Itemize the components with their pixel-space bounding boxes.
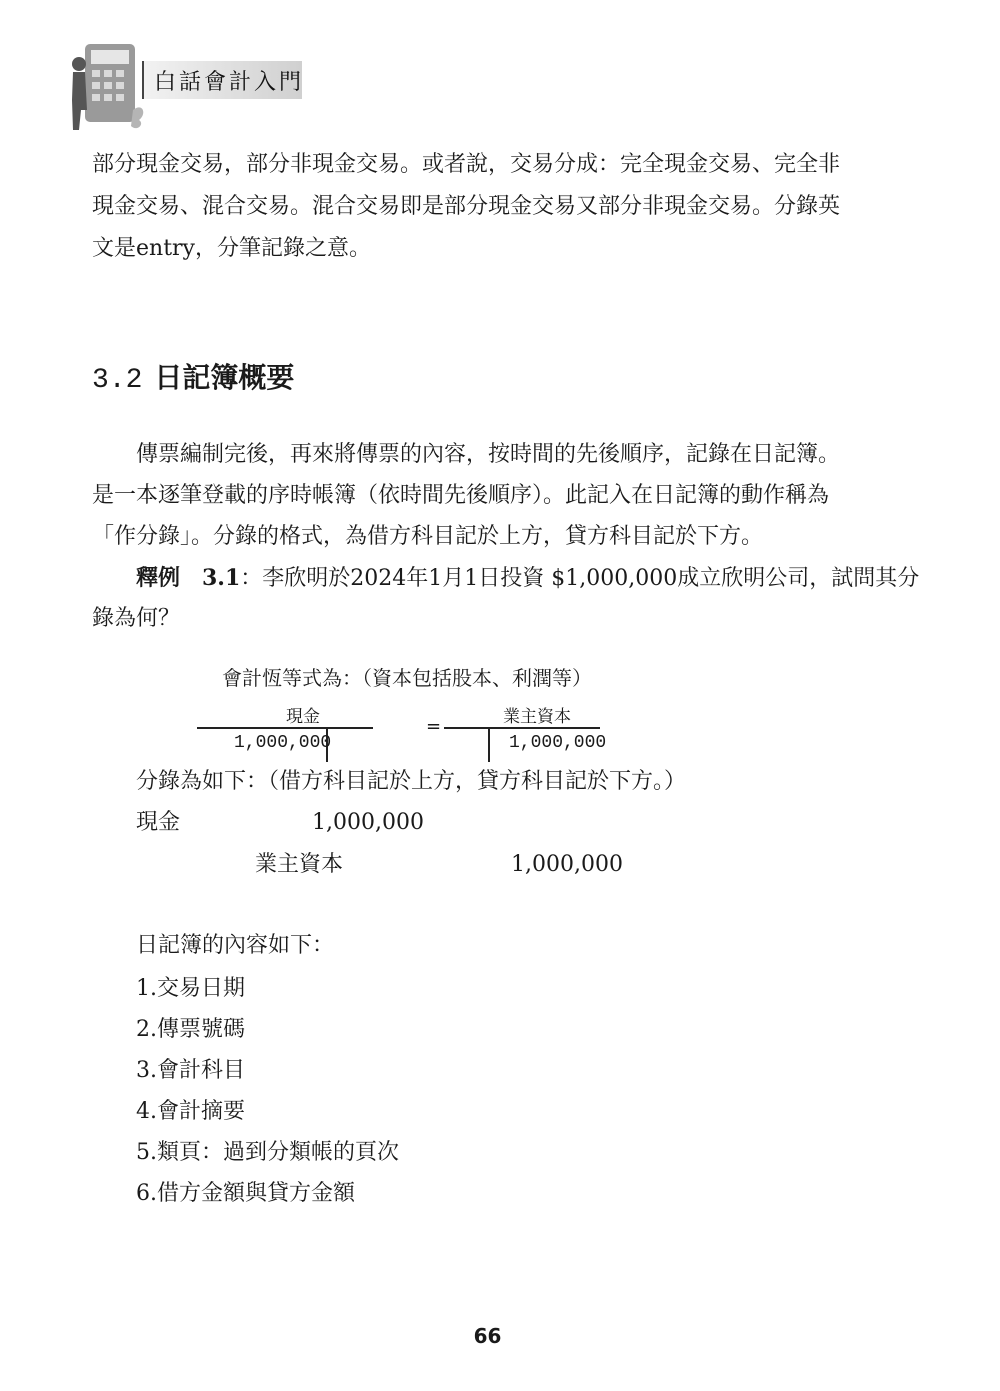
list-item: 3.會計科目 — [136, 1058, 245, 1083]
t-equals: = — [426, 716, 442, 737]
t-right-vline — [488, 728, 490, 762]
section-title: 日記簿概要 — [154, 361, 295, 394]
journal-heading: 日記簿的內容如下： — [136, 933, 335, 958]
t-left-amount: 1,000,000 — [234, 733, 332, 753]
example-line-2: 錄為何？ — [92, 606, 181, 631]
t-right-title: 業主資本 — [503, 707, 571, 727]
entry-intro: 分錄為如下：（借方科目記於上方，貸方科目記於下方。） — [136, 769, 687, 794]
entry-debit-amount: 1,000,000 — [312, 810, 424, 835]
list-item: 4.會計摘要 — [136, 1099, 245, 1124]
section-heading — [92, 356, 294, 396]
book-title: 白話會計入門 — [154, 70, 305, 95]
intro-line-2: 現金交易、混合交易。混合交易即是部分現金交易又部分非現金交易。分錄英 — [92, 194, 841, 219]
example-label: 釋例 3.1 — [136, 565, 241, 591]
calculator-illustration — [55, 40, 150, 135]
t-right-hline — [444, 727, 600, 729]
intro-line-3: 文是entry，分筆記錄之意。 — [92, 236, 371, 261]
para-line-1: 傳票編制完後，再來將傳票的內容，按時間的先後順序，記錄在日記簿。 — [136, 442, 841, 467]
list-item: 1.交易日期 — [136, 976, 245, 1001]
section-number: 3.2 — [92, 365, 143, 396]
list-item: 6.借方金額與貸方金額 — [136, 1181, 355, 1206]
para-line-3: 「作分錄」。分錄的格式，為借方科目記於上方，貸方科目記於下方。 — [92, 524, 764, 549]
entry-credit-amount: 1,000,000 — [511, 852, 623, 877]
t-left-title: 現金 — [286, 707, 320, 727]
t-right-amount: 1,000,000 — [509, 733, 607, 753]
t-account-caption: 會計恆等式為：（資本包括股本、利潤等） — [222, 666, 592, 690]
example-question: ：李欣明於2024年1月1日投資 $1,000,000成立欣明公司，試問其分 — [240, 566, 920, 591]
page-number: 66 — [473, 1324, 502, 1348]
entry-credit-account: 業主資本 — [255, 852, 344, 877]
t-left-hline — [197, 727, 373, 729]
list-item: 2.傳票號碼 — [136, 1017, 245, 1042]
header-banner — [142, 61, 305, 99]
list-item: 5.類頁：過到分類帳的頁次 — [136, 1140, 399, 1165]
entry-debit-account: 現金 — [136, 810, 181, 835]
para-line-2: 是一本逐筆登載的序時帳簿（依時間先後順序）。此記入在日記簿的動作稱為 — [92, 483, 830, 508]
example-line-1 — [136, 563, 919, 594]
intro-line-1: 部分現金交易，部分非現金交易。或者說，交易分成：完全現金交易、完全非 — [92, 152, 841, 177]
